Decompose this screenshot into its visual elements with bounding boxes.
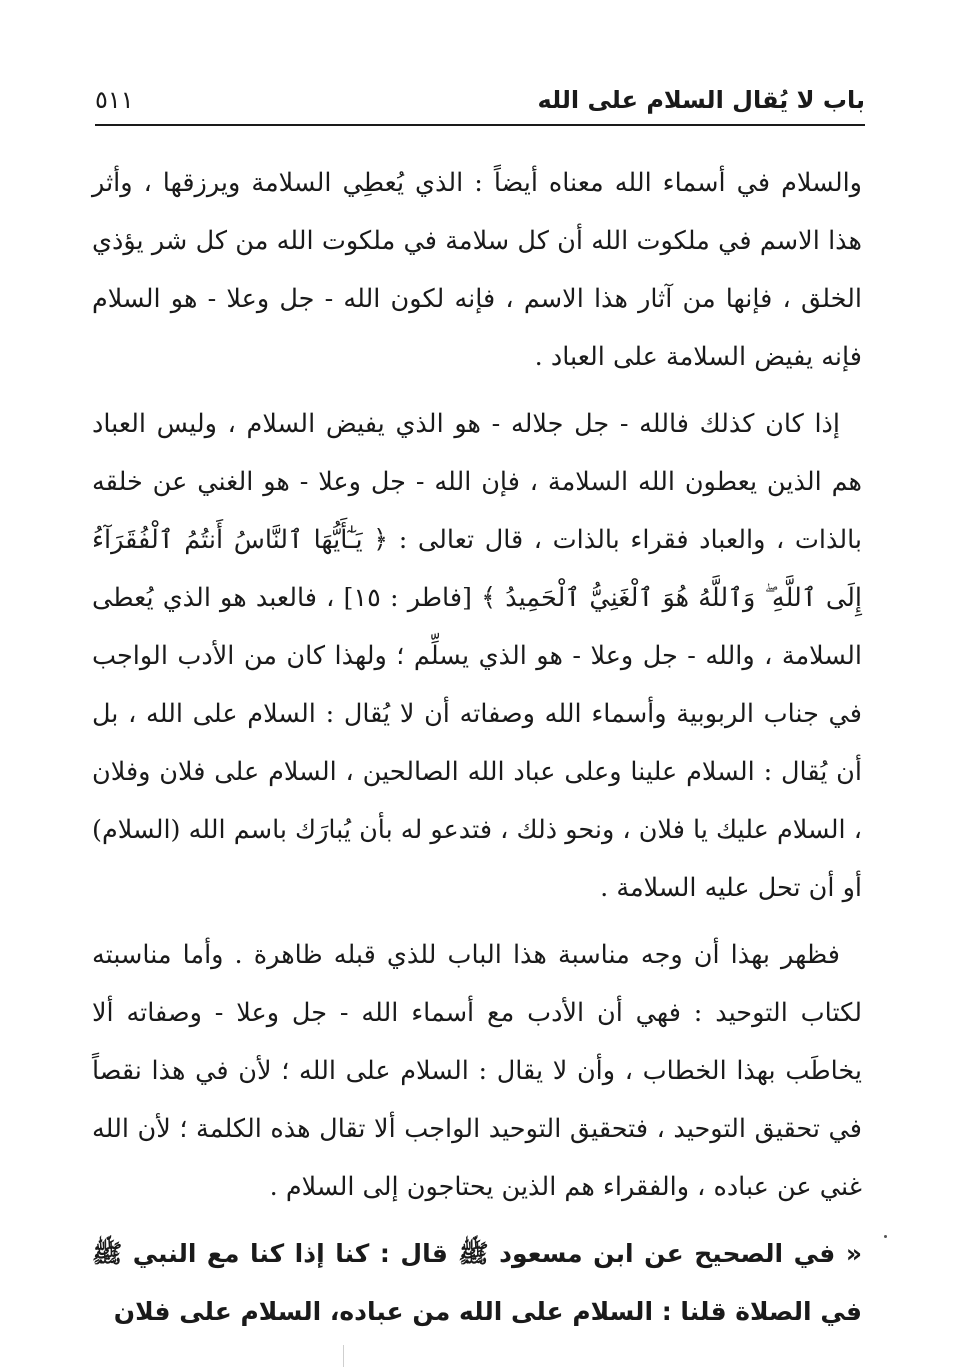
paragraph-2: إذا كان كذلك فالله - جل جلاله - هو الذي يفيض السلام ، وليس العباد هم الذين يعطون الله السلامة ، فإن الله - جل وعلا - هو الغني عن خلقه بالذات ، والعباد فقراء بالذات ، قال تعالى : ﴿ يَـٰٓأَيُّهَا ٱلنَّاسُ أَنتُمُ ٱلْفُقَرَآءُ إِلَى ٱللَّهِ ۖ وَٱللَّهُ هُوَ ٱلْغَنِيُّ ٱلْحَمِيدُ ﴾ [فاطر : ١٥] ، فالعبد هو الذي يُعطى السلامة ، والله - جل وعلا - هو الذي يسلِّم ؛ ولهذا كان من الأدب الواجب في جناب الربوبية وأسماء الله وصفاته أن لا يُقال : السلام على الله ، بل أن يُقال : السلام علينا وعلى عباد الله الصالحين ، السلام على فلان وفلان ، السلام عليك يا فلان ، ونحو ذلك ، فتدعو له بأن يُبارَك باسم الله (السلام) أو أن تحل عليه السلامة . bbox=[92, 409, 862, 903]
body-text bbox=[92, 154, 862, 1341]
paragraph-1: والسلام في أسماء الله معناه أيضاً : الذي يُعطِي السلامة ويرزقها ، وأثر هذا الاسم في ملكوت الله أن كل سلامة في ملكوت الله من كل شر يؤذي الخلق ، فإنها من آثار هذا الاسم ، فإنه لكون الله - جل وعلا - هو السلام فإنه يفيض السلامة على العباد . bbox=[92, 168, 862, 372]
chapter-title: باب لا يُقال السلام على الله bbox=[537, 86, 865, 114]
margin-speck bbox=[884, 1235, 887, 1238]
page-number: ٥١١ bbox=[95, 86, 134, 114]
paragraph-3: فظهر بهذا أن وجه مناسبة هذا الباب للذي قبله ظاهرة . وأما مناسبته لكتاب التوحيد : فهي أن الأدب مع أسماء الله - جل وعلا - وصفاته ألا يخاطَب بهذا الخطاب ، وأن لا يقال : السلام على الله ؛ لأن في هذا نقصاً في تحقيق التوحيد ، فتحقيق التوحيد الواجب ألا تقال هذه الكلمة ؛ لأن الله غني عن عباده ، والفقراء هم الذين يحتاجون إلى السلام . bbox=[92, 940, 862, 1202]
page-header bbox=[95, 78, 865, 126]
hadith-text: « في الصحيح عن ابن مسعود ﷺ قال : كنا إذا كنا مع النبي ﷺ في الصلاة قلنا : السلام على الله من عباده، السلام على فلان bbox=[92, 1239, 862, 1326]
gutter-line bbox=[343, 1345, 344, 1367]
